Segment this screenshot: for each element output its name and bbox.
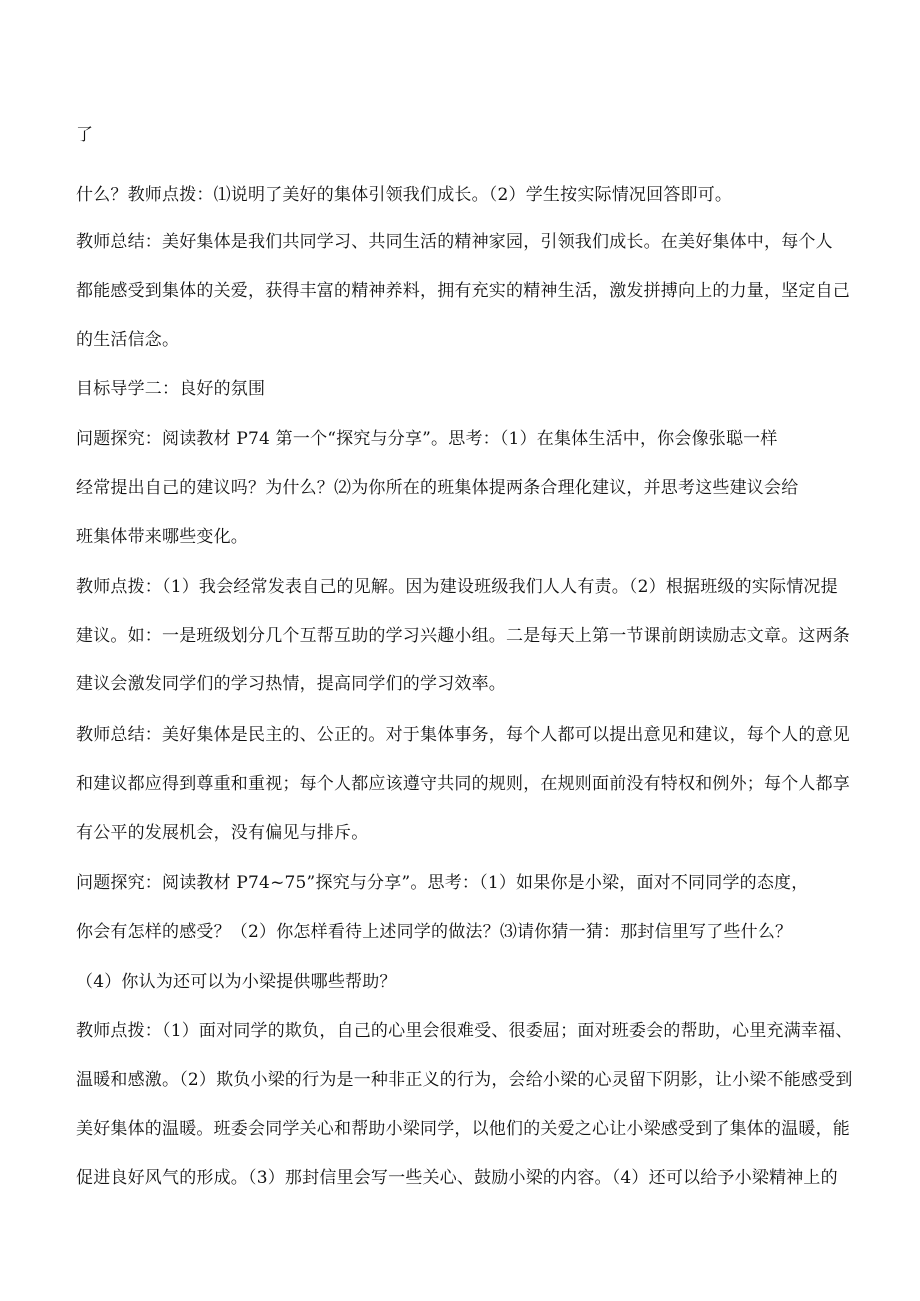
text-line: 班集体带来哪些变化。 <box>76 527 248 547</box>
text-line: 教师总结：美好集体是民主的、公正的。对于集体事务，每个人都可以提出意见和建议，每个人的意见 <box>76 725 850 745</box>
text-line: 教师总结：美好集体是我们共同学习、共同生活的精神家园，引领我们成长。在美好集体中，每个人 <box>76 232 833 252</box>
text-line: 促进良好风气的形成。（3）那封信里会写一些关心、鼓励小梁的内容。（4）还可以给予小梁精神上的 <box>76 1168 838 1188</box>
text-line: 和建议都应得到尊重和重视；每个人都应该遵守共同的规则，在规则面前没有特权和例外；每个人都享 <box>76 774 850 794</box>
text-line: 问题探究：阅读教材 P74 第一个“探究与分享”。思考：（1）在集体生活中，你会像张聪一样 <box>76 429 778 449</box>
text-line: 教师点拨：（1）我会经常发表自己的见解。因为建设班级我们人人有责。（2）根据班级的实际情况提 <box>76 577 838 597</box>
text-line: （4）你认为还可以为小梁提供哪些帮助？ <box>76 972 397 992</box>
text-line: 都能感受到集体的关爱，获得丰富的精神养料，拥有充实的精神生活，激发拼搏向上的力量，坚定自己 <box>76 281 850 301</box>
text-line: 教师点拨：（1）面对同学的欺负，自己的心里会很难受、很委屈；面对班委会的帮助，心里充满幸福、 <box>76 1021 853 1041</box>
text-line: 有公平的发展机会，没有偏见与排斥。 <box>76 823 369 843</box>
text-line: 建议会激发同学们的学习热情，提高同学们的学习效率。 <box>76 674 506 694</box>
text-line: 经常提出自己的建议吗？为什么？⑵为你所在的班集体提两条合理化建议，并思考这些建议会给 <box>76 478 799 498</box>
text-line: 问题探究：阅读教材 P74~75”探究与分享”。思考：（1）如果你是小梁，面对不同同学的态度， <box>76 873 809 893</box>
text-line: 什么？教师点拨：⑴说明了美好的集体引领我们成长。（2）学生按实际情况回答即可。 <box>76 185 733 205</box>
text-line: 建议。如：一是班级划分几个互帮互助的学习兴趣小组。二是每天上第一节课前朗读励志文章。这两条 <box>76 626 850 646</box>
text-line: 你会有怎样的感受？（2）你怎样看待上述同学的做法？⑶请你猜一猜：那封信里写了些什么？ <box>76 922 793 942</box>
text-line: 了 <box>76 125 94 145</box>
text-line: 的生活信念。 <box>76 330 180 350</box>
text-line: 温暖和感激。（2）欺负小梁的行为是一种非正义的行为，会给小梁的心灵留下阴影，让小梁不能感受到 <box>76 1070 853 1090</box>
section-heading: 目标导学二：良好的氛围 <box>76 379 266 399</box>
text-line: 美好集体的温暖。班委会同学关心和帮助小梁同学，以他们的关爱之心让小梁感受到了集体的温暖，能 <box>76 1119 850 1139</box>
